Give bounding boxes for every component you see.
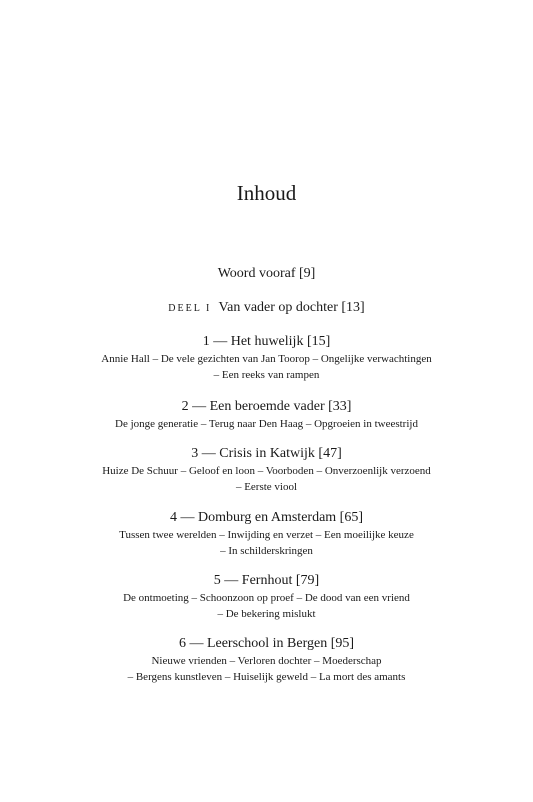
toc-part-entry xyxy=(0,300,533,316)
chapter-title: 1 — Het huwelijk [15] xyxy=(202,334,331,349)
toc-chapter-3 xyxy=(0,445,533,495)
part-label: DEEL I xyxy=(168,303,212,314)
chapter-title: 3 — Crisis in Katwijk [47] xyxy=(191,446,342,461)
toc-chapter-1 xyxy=(0,333,533,383)
chapter-title: 2 — Een beroemde vader [33] xyxy=(181,399,352,414)
toc-chapter-6 xyxy=(0,635,533,685)
chapter-sections-line: – In schilderskringen xyxy=(220,545,313,557)
chapter-sections-line: – De bekering mislukt xyxy=(217,608,316,620)
part-title: Van vader op dochter [13] xyxy=(218,300,365,315)
chapter-sections-line: – Eerste viool xyxy=(235,481,298,493)
toc-chapter-4 xyxy=(0,509,533,559)
toc-chapter-5 xyxy=(0,572,533,622)
chapter-title: 5 — Fernhout [79] xyxy=(213,573,320,588)
chapter-sections-line: Tussen twee werelden – Inwijding en verzet – Een moeilijke keuze xyxy=(119,529,414,541)
toc-chapter-2 xyxy=(0,398,533,432)
toc-preface-entry: Woord vooraf [9] xyxy=(217,266,316,281)
page-title: Inhoud xyxy=(236,181,297,205)
chapter-sections-line: Annie Hall – De vele gezichten van Jan Toorop – Ongelijke verwachtingen xyxy=(101,353,432,365)
chapter-sections-line: – Bergens kunstleven – Huiselijk geweld – La mort des amants xyxy=(127,671,406,683)
chapter-sections-line: Huize De Schuur – Geloof en loon – Voorboden – Onverzoenlijk verzoend xyxy=(102,465,431,477)
chapter-title: 6 — Leerschool in Bergen [95] xyxy=(178,636,355,651)
chapter-title: 4 — Domburg en Amsterdam [65] xyxy=(170,510,363,525)
chapter-sections-line: De jonge generatie – Terug naar Den Haag – Opgroeien in tweestrijd xyxy=(115,418,418,430)
chapter-sections-line: Nieuwe vrienden – Verloren dochter – Moederschap xyxy=(151,655,382,667)
chapter-sections-line: De ontmoeting – Schoonzoon op proef – De dood van een vriend xyxy=(123,592,410,604)
chapter-sections-line: – Een reeks van rampen xyxy=(213,369,320,381)
